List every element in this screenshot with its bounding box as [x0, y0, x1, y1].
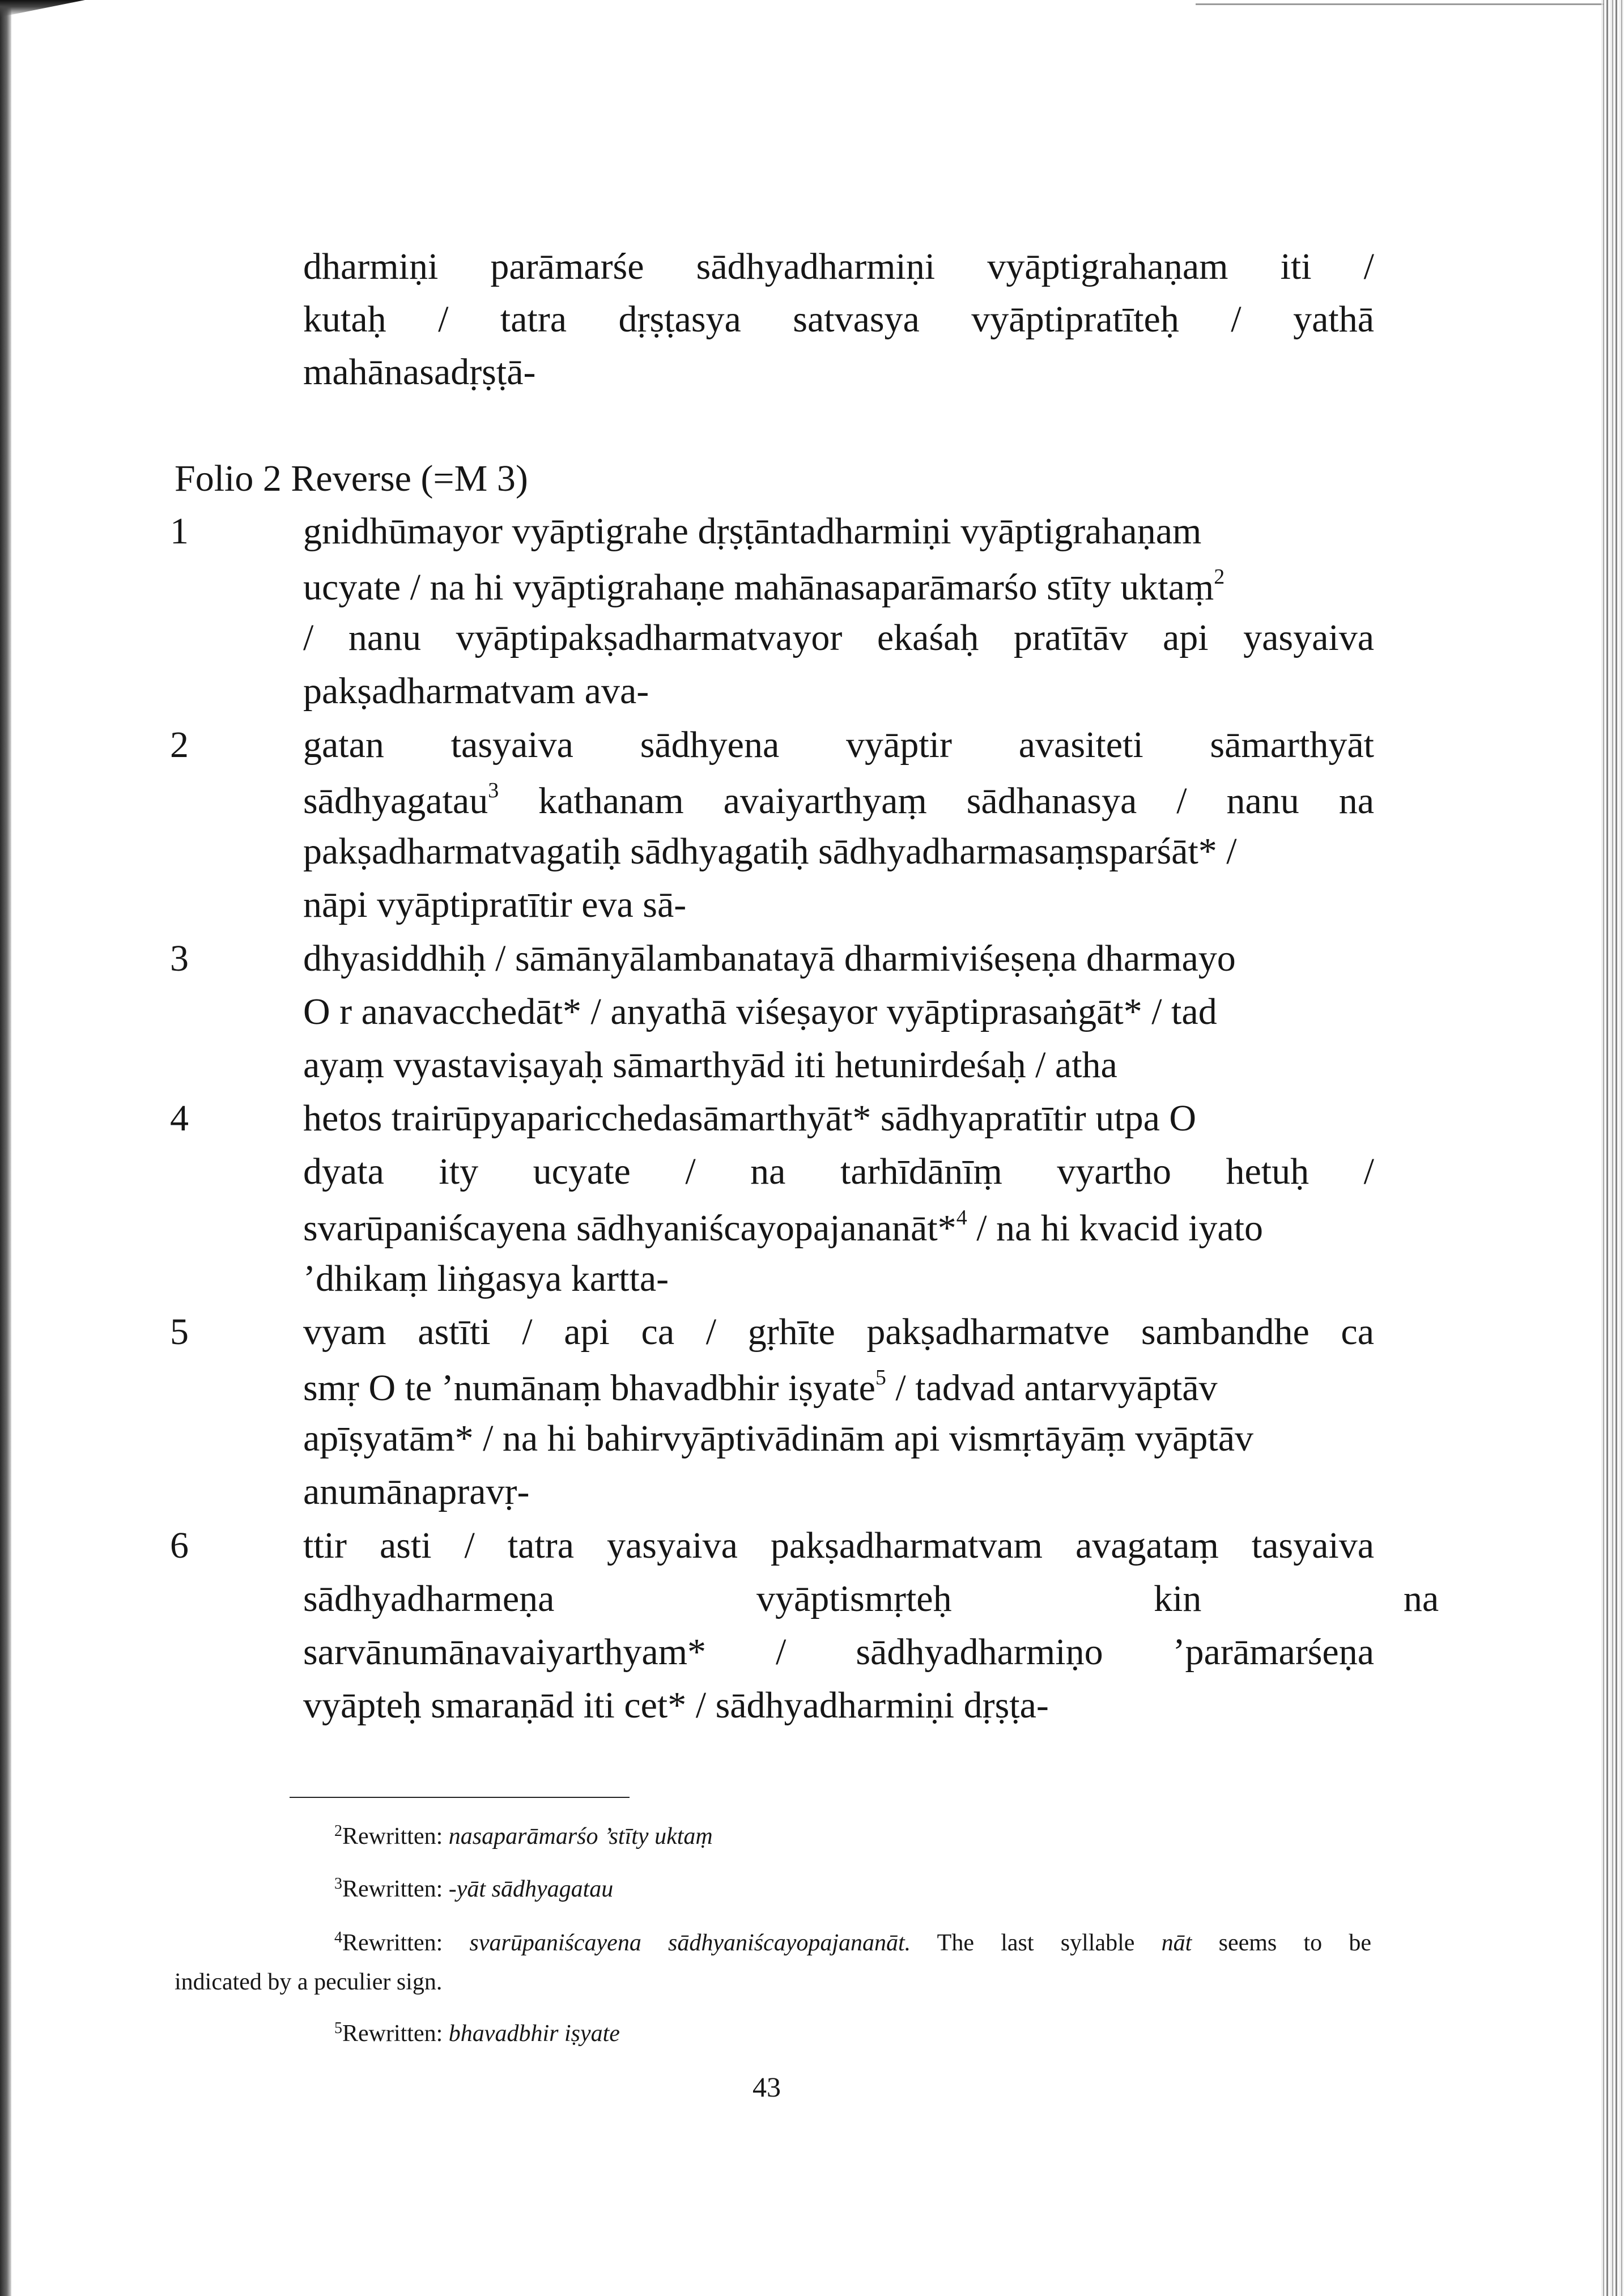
- line-number: 1: [170, 511, 189, 552]
- text-line: sādhyagatau$^3$ kathanam avaiyarthyaṃ sādhanasya / nanu na: [303, 779, 1374, 822]
- text-line: mahānasadṛṣṭā-: [303, 351, 536, 393]
- line-number: 2: [170, 724, 189, 766]
- text-line: nāpi vyāptipratītir eva sā-: [303, 884, 687, 925]
- text-line: kutaḥ / tatra dṛṣṭasya satvasya vyāptipratīteḥ / yathā: [303, 299, 1374, 340]
- line-number: 3: [170, 938, 189, 979]
- circle-mark: O: [303, 991, 330, 1032]
- text-line: gatan tasyaiva sādhyena vyāptir avasiteti sāmarthyāt: [303, 724, 1374, 766]
- text-line: sādhyadharmeṇa vyāptismṛteḥ kin na: [303, 1578, 1439, 1619]
- text-line: pakṣadharmatvagatiḥ sādhyagatiḥ sādhyadharmasaṃsparśāt* /: [303, 831, 1237, 872]
- text-line: ’dhikaṃ liṅgasya kartta-: [303, 1258, 669, 1299]
- line-number: 6: [170, 1525, 189, 1566]
- text-line: ucyate / na hi vyāptigrahaṇe mahānasaparāmarśo stīty uktaṃ$^2$: [303, 565, 1225, 608]
- footnote-continuation: indicated by a peculier sign.: [175, 1969, 443, 1995]
- text-line: svarūpaniścayena sādhyaniścayopajananāt*$^4$ / na hi kvacid iyato: [303, 1206, 1264, 1249]
- text-line: sarvānumānavaiyarthyam* / sādhyadharmiṇo ’parāmarśeṇa: [303, 1631, 1374, 1673]
- scan-corner-mark: [0, 0, 85, 17]
- footnote: $^3$Rewritten: -yāt sādhyagatau: [334, 1875, 614, 1902]
- text-line: O r anavacchedāt* / anyathā viśeṣayor vyāptiprasaṅgāt* / tad: [303, 991, 1217, 1032]
- footnote: $^2$Rewritten: nasaparāmarśo ’stīty uktaṃ: [334, 1822, 713, 1849]
- text-line: anumānapravṛ-: [303, 1471, 530, 1512]
- text-line: dyata ity ucyate / na tarhīdānīṃ vyartho hetuḥ /: [303, 1151, 1374, 1192]
- text-line: dharmiṇi parāmarśe sādhyadharmiṇi vyāptigrahaṇam iti /: [303, 246, 1374, 287]
- circle-mark: O: [1169, 1098, 1197, 1139]
- line-number: 4: [170, 1098, 189, 1139]
- text-line: ttir asti / tatra yasyaiva pakṣadharmatvam avagataṃ tasyaiva: [303, 1525, 1374, 1566]
- text-line: vyam astīti / api ca / gṛhīte pakṣadharmatve sambandhe ca: [303, 1311, 1374, 1353]
- footnote: $^5$Rewritten: bhavadbhir iṣyate: [334, 2019, 620, 2047]
- scan-edge-left: [0, 0, 11, 2296]
- text-line: vyāpteḥ smaraṇād iti cet* / sādhyadharmiṇi dṛṣṭa-: [303, 1685, 1049, 1726]
- folio-heading: Folio 2 Reverse (=M 3): [175, 458, 528, 499]
- page-number: 43: [753, 2071, 781, 2103]
- scan-edge-top: [1196, 3, 1604, 5]
- text-line: ayaṃ vyastaviṣayaḥ sāmarthyād iti hetunirdeśaḥ / atha: [303, 1044, 1117, 1086]
- footnote: $^4$Rewritten: svarūpaniścayena sādhyaniścayopajananāt. The last syllable nāt seems to be: [334, 1929, 1372, 1956]
- text-line: dhyasiddhiḥ / sāmānyālambanatayā dharmiviśeṣeṇa dharmayo: [303, 938, 1236, 979]
- line-number: 5: [170, 1311, 189, 1353]
- text-line: apīṣyatām* / na hi bahirvyāptivādinām api vismṛtāyāṃ vyāptāv: [303, 1418, 1254, 1459]
- circle-mark: O: [368, 1367, 396, 1409]
- text-line: smṛ O te ’numānaṃ bhavadbhir iṣyate$^5$ / tadvad antarvyāptāv: [303, 1366, 1218, 1409]
- scan-edge-right: [1601, 0, 1624, 2296]
- text-line: / nanu vyāptipakṣadharmatvayor ekaśaḥ pratītāv api yasyaiva: [303, 617, 1374, 658]
- text-line: hetos trairūpyaparicchedasāmarthyāt* sādhyapratītir utpa O: [303, 1098, 1197, 1139]
- footnote-rule: [290, 1797, 630, 1798]
- text-line: pakṣadharmatvam ava-: [303, 670, 649, 712]
- text-line: gnidhūmayor vyāptigrahe dṛṣṭāntadharmiṇi vyāptigrahaṇam: [303, 511, 1202, 552]
